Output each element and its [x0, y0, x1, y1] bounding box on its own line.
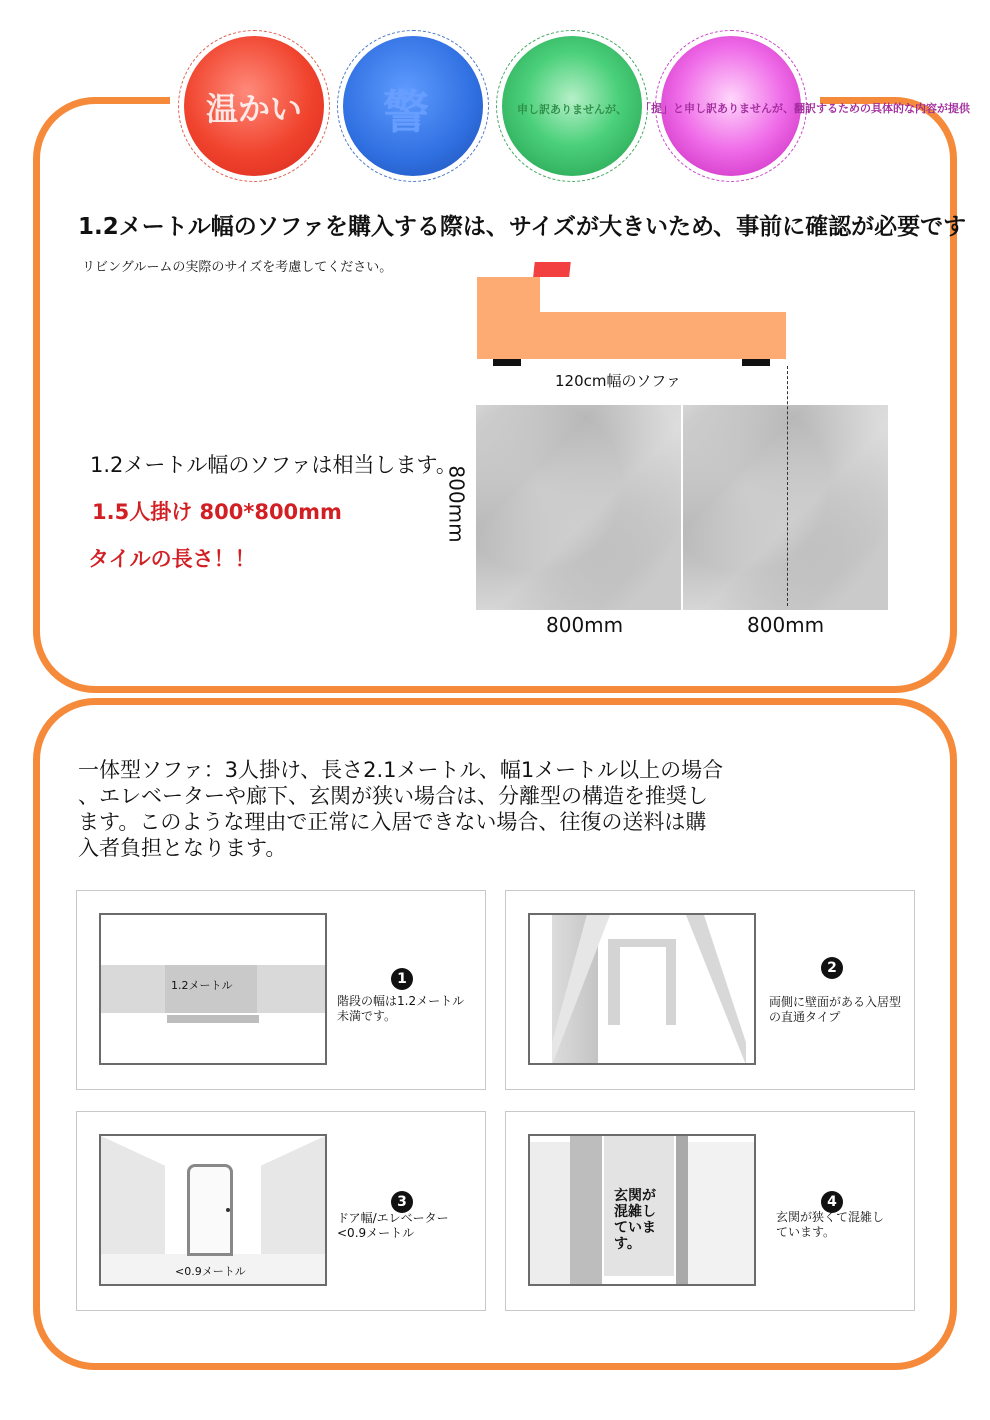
door-knob — [226, 1208, 230, 1212]
panel-2-desc: 両側に壁面がある入居型の直通タイプ — [769, 995, 902, 1024]
sofa-width-marker — [787, 366, 788, 606]
vertical-dimension: 800mm — [444, 465, 469, 543]
entrance-scene-label: 玄関が混雑しています。 — [614, 1188, 656, 1252]
alert-circle-ring — [337, 30, 489, 182]
entrance-right-wall — [688, 1142, 754, 1284]
step-3-badge: 3 — [391, 1191, 413, 1213]
tile-divider — [681, 405, 683, 610]
tile-right-dimension: 800mm — [747, 613, 825, 637]
corridor-scene — [528, 913, 756, 1065]
section1-subtitle: リビングルームの実際のサイズを考慮してください。 — [82, 260, 393, 275]
warm-circle-ring — [178, 30, 330, 182]
step-1-badge: 1 — [391, 968, 413, 990]
green-circle-text: 申し訳ありませんが、 — [517, 103, 627, 116]
panel-entrance — [505, 1111, 915, 1311]
paragraph-line-1: 一体型ソファ：3人掛け、長さ2.1メートル、幅1メートル以上の場合 — [78, 758, 724, 782]
section2-paragraph — [78, 757, 723, 861]
panel-door — [76, 1111, 486, 1311]
equivalent-text: 1.2メートル幅のソファは相当します。 — [90, 453, 457, 477]
sofa-seat — [540, 312, 786, 359]
entrance-scene — [528, 1134, 756, 1286]
warm-circle-text: 温かい — [206, 90, 303, 128]
paragraph-line-4: 入者負担となります。 — [78, 836, 287, 860]
sofa-label: 120cm幅のソファ — [555, 372, 681, 390]
pink-circle-text: 「提」と申し訳ありませんが、翻訳するための具体的な内容が提供 — [640, 102, 970, 115]
tile-right — [683, 405, 888, 610]
step-4-badge: 4 — [821, 1191, 843, 1213]
paragraph-line-2: 、エレベーターや廊下、玄関が狭い場合は、分離型の構造を推奨し — [78, 784, 708, 808]
corridor-right-wall — [686, 915, 746, 1065]
section1-title: 1.2メートル幅のソファを購入する際は、サイズが大きいため、事前に確認が必要です — [78, 214, 967, 240]
panel-3-desc: ドア幅/エレベーター<0.9メートル — [337, 1211, 449, 1240]
paragraph-line-3: ます。このような理由で正常に入居できない場合、往復の送料は購 — [78, 810, 707, 834]
stairs-label: 1.2メートル — [171, 979, 233, 992]
stairs-step — [167, 1015, 259, 1023]
tile-left-dimension: 800mm — [546, 613, 624, 637]
green-circle-ring — [496, 30, 648, 182]
tile-length-text: タイルの長さ！！ — [88, 547, 256, 571]
sofa-leg-left — [493, 359, 521, 366]
panel-corridor — [505, 890, 915, 1090]
entrance-left-wall — [530, 1142, 574, 1284]
corridor-door-opening — [620, 947, 666, 1027]
panel-4-desc: 玄関が狭くて混雑しています。 — [776, 1210, 885, 1239]
alert-circle-text: 警 — [383, 85, 429, 139]
entrance-left-pillar — [570, 1136, 602, 1284]
tile-size-text: 1.5人掛け 800*800mm — [92, 500, 342, 524]
door-width-label: <0.9メートル — [175, 1265, 246, 1278]
entrance-right-pillar — [676, 1136, 688, 1284]
step-2-badge: 2 — [821, 957, 843, 979]
sofa-leg-right — [742, 359, 770, 366]
sofa-seat-shade — [540, 277, 786, 312]
tile-left — [476, 405, 681, 610]
panel-stairs — [76, 890, 486, 1090]
panel-1-desc: 階段の幅は1.2メートル未満です。 — [337, 994, 465, 1023]
door-scene — [99, 1134, 327, 1286]
stairs-scene — [99, 913, 327, 1065]
